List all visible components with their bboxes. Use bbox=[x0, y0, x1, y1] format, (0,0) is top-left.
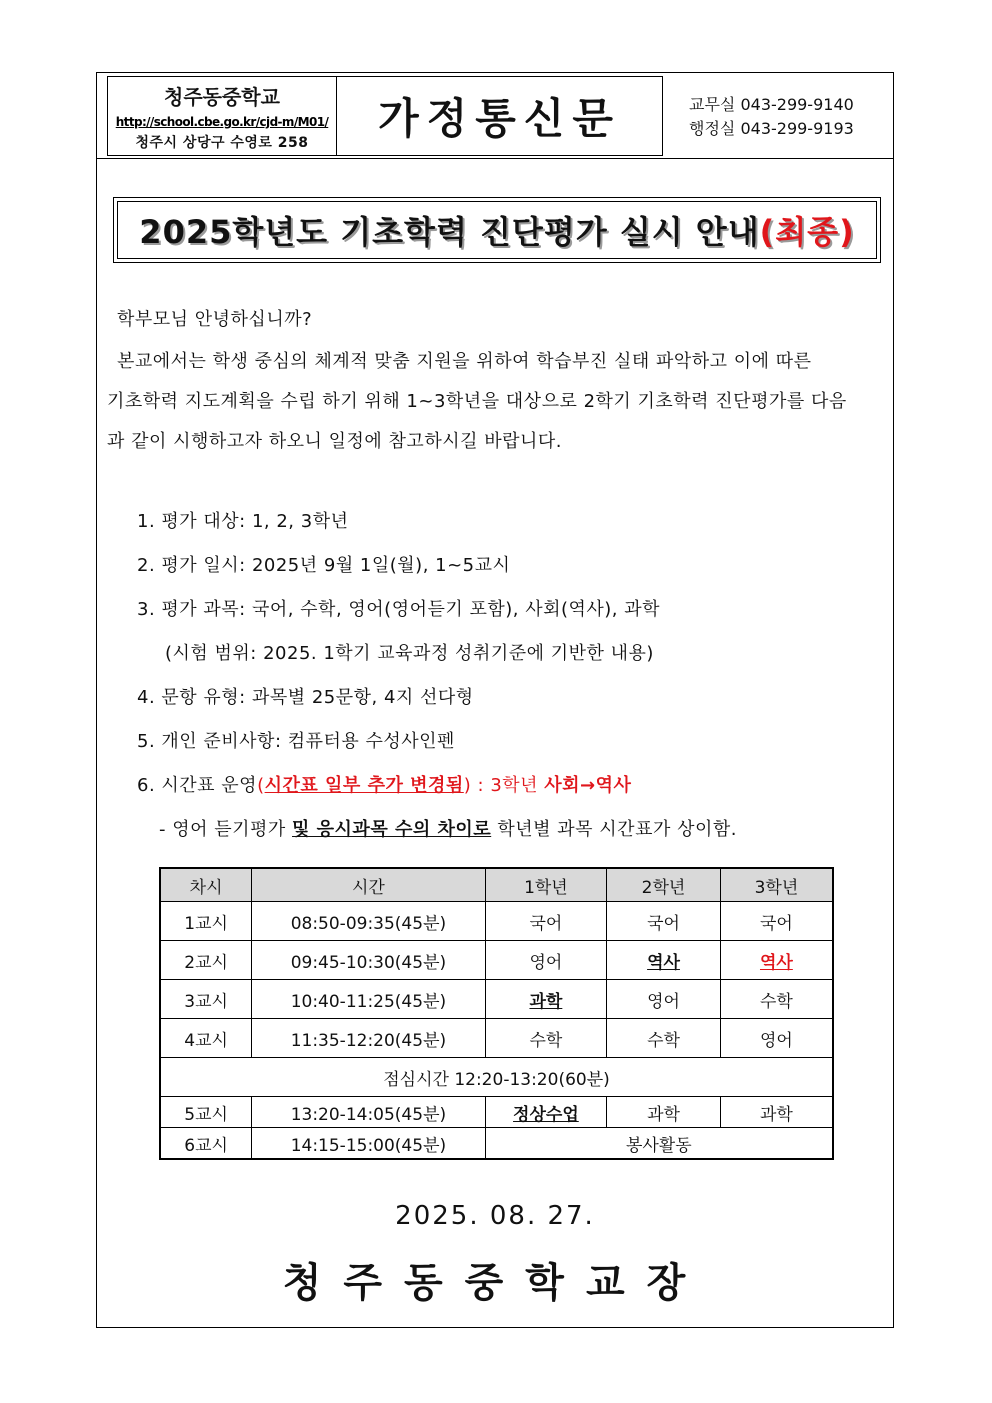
item-question-type: 4. 문항 유형: 과목별 25문항, 4지 선다형 bbox=[137, 687, 474, 708]
body-line-1: 본교에서는 학생 중심의 체계적 맞춤 지원을 위하여 학습부진 실태 파악하고 이에 따른 bbox=[117, 351, 812, 372]
period-cell: 2교시 bbox=[160, 941, 252, 980]
period-cell: 6교시 bbox=[160, 1128, 252, 1160]
notice-final-label: 최종 bbox=[775, 213, 840, 251]
item-timetable-change: 사회→역사 bbox=[544, 775, 632, 796]
period-cell: 5교시 bbox=[160, 1097, 252, 1128]
table-row bbox=[160, 1128, 833, 1160]
header-time: 시간 bbox=[252, 868, 485, 902]
subject-cell: 영어 bbox=[607, 980, 721, 1019]
header-period: 차시 bbox=[160, 868, 252, 902]
subject-cell: 수학 bbox=[485, 1019, 607, 1058]
time-cell: 08:50-09:35(45분) bbox=[252, 902, 485, 941]
greeting: 학부모님 안녕하십니까? bbox=[117, 309, 313, 330]
note-emphasis: 및 응시과목 수의 차이로 bbox=[292, 819, 492, 840]
note-prefix: - 영어 듣기평가 bbox=[159, 819, 292, 840]
period-cell: 1교시 bbox=[160, 902, 252, 941]
time-cell: 14:15-15:00(45분) bbox=[252, 1128, 485, 1160]
subject-cell: 영어 bbox=[720, 1019, 833, 1058]
lunch-cell: 점심시간 12:20-13:20(60분) bbox=[160, 1058, 833, 1097]
newsletter-title: 가정통신문 bbox=[378, 94, 621, 143]
time-cell: 11:35-12:20(45분) bbox=[252, 1019, 485, 1058]
note-suffix: 학년별 과목 시간표가 상이함. bbox=[491, 819, 737, 840]
item-timetable-note bbox=[159, 815, 737, 841]
table-row bbox=[160, 902, 833, 941]
table-row bbox=[160, 941, 833, 980]
item-date: 2. 평가 일시: 2025년 9월 1일(월), 1~5교시 bbox=[137, 555, 511, 576]
notice-paren-close: ) bbox=[839, 213, 855, 251]
subject-cell-changed: 역사 bbox=[607, 941, 721, 980]
body-line-2: 기초학력 지도계획을 수립 하기 위해 1~3학년을 대상으로 2학기 기초학력 진단평가를 다음 bbox=[107, 391, 847, 412]
timetable-header-row bbox=[160, 868, 833, 902]
item-timetable-paren-close: ) bbox=[463, 775, 472, 796]
item-timetable-prefix: 6. 시간표 운영 bbox=[137, 775, 258, 796]
newsletter-header bbox=[97, 73, 893, 159]
notice-paren-open: ( bbox=[759, 213, 776, 251]
school-info-box bbox=[107, 76, 337, 156]
lunch-row bbox=[160, 1058, 833, 1097]
notice-title-inner bbox=[117, 201, 877, 259]
table-row bbox=[160, 980, 833, 1019]
item-timetable-grade: : 3학년 bbox=[471, 775, 545, 796]
notice-title-main: 2025학년도 기초학력 진단평가 실시 안내 bbox=[139, 213, 760, 251]
body-line-3: 과 같이 시행하고자 하오니 일정에 참고하시길 바랍니다. bbox=[107, 431, 562, 452]
header-grade-2: 2학년 bbox=[607, 868, 721, 902]
period-cell: 3교시 bbox=[160, 980, 252, 1019]
item-subjects-scope: (시험 범위: 2025. 1학기 교육과정 성취기준에 기반한 내용) bbox=[165, 643, 654, 664]
school-url-link[interactable]: http://school.cbe.go.kr/cjd-m/M01/ bbox=[115, 115, 329, 129]
item-timetable-paren-open: ( bbox=[257, 775, 265, 796]
subject-cell: 수학 bbox=[607, 1019, 721, 1058]
header-grade-3: 3학년 bbox=[720, 868, 833, 902]
document-frame bbox=[96, 72, 894, 1328]
time-cell: 13:20-14:05(45분) bbox=[252, 1097, 485, 1128]
subject-cell: 과학 bbox=[720, 1097, 833, 1128]
time-cell: 10:40-11:25(45분) bbox=[252, 980, 485, 1019]
subject-cell: 과학 bbox=[607, 1097, 721, 1128]
subject-cell: 국어 bbox=[485, 902, 607, 941]
contact-info bbox=[689, 93, 854, 141]
subject-cell: 수학 bbox=[720, 980, 833, 1019]
school-name: 청주동중학교 bbox=[164, 85, 280, 109]
notice-title bbox=[139, 207, 854, 253]
header-grade-1: 1학년 bbox=[485, 868, 607, 902]
item-timetable-changed: 시간표 일부 추가 변경됨 bbox=[264, 775, 464, 796]
table-row bbox=[160, 1097, 833, 1128]
subject-cell-changed: 정상수업 bbox=[485, 1097, 607, 1128]
service-activity-cell: 봉사활동 bbox=[485, 1128, 833, 1160]
subject-cell-changed-red: 역사 bbox=[720, 941, 833, 980]
time-cell: 09:45-10:30(45분) bbox=[252, 941, 485, 980]
item-preparation: 5. 개인 준비사항: 컴퓨터용 수성사인펜 bbox=[137, 731, 455, 752]
item-subjects: 3. 평가 과목: 국어, 수학, 영어(영어듣기 포함), 사회(역사), 과학 bbox=[137, 599, 661, 620]
period-cell: 4교시 bbox=[160, 1019, 252, 1058]
issue-date: 2025. 08. 27. bbox=[395, 1201, 595, 1231]
notice-title-box bbox=[113, 197, 881, 263]
exam-timetable bbox=[159, 867, 834, 1160]
subject-cell-changed: 과학 bbox=[485, 980, 607, 1019]
school-address: 청주시 상당구 수영로 258 bbox=[135, 135, 309, 151]
contact-admin-office: 행정실 043-299-9193 bbox=[689, 119, 854, 138]
contact-staff-office: 교무실 043-299-9140 bbox=[689, 95, 854, 114]
table-row bbox=[160, 1019, 833, 1058]
subject-cell: 국어 bbox=[720, 902, 833, 941]
item-target: 1. 평가 대상: 1, 2, 3학년 bbox=[137, 511, 349, 532]
item-timetable bbox=[137, 771, 631, 797]
subject-cell: 국어 bbox=[607, 902, 721, 941]
newsletter-title-box bbox=[337, 76, 663, 156]
principal-signature: 청주동중학교장 bbox=[282, 1260, 708, 1306]
subject-cell: 영어 bbox=[485, 941, 607, 980]
